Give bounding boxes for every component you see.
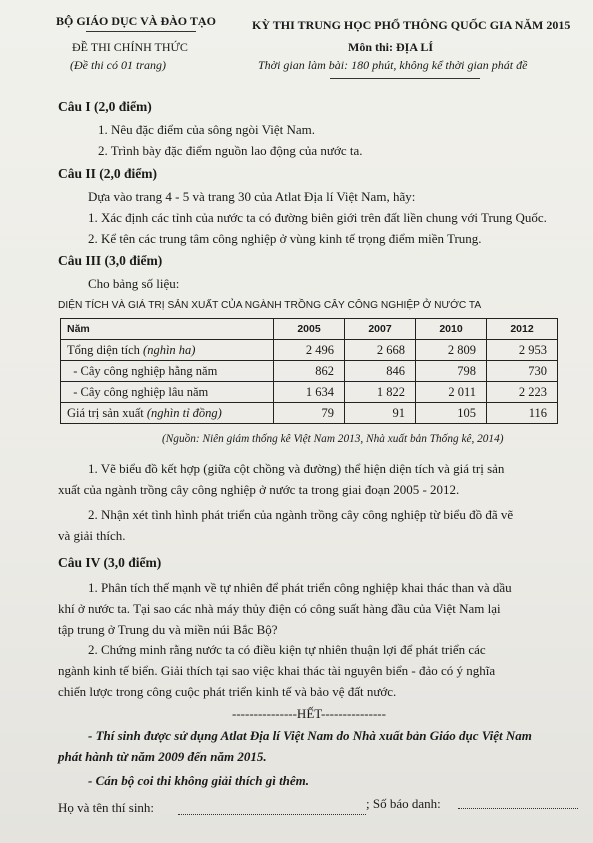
table-title: DIỆN TÍCH VÀ GIÁ TRỊ SẢN XUẤT CỦA NGÀNH TRỒNG CÂY CÔNG NGHIỆP Ở NƯỚC TA bbox=[58, 300, 482, 311]
cell: 2 496 bbox=[274, 340, 345, 361]
candidate-number-field[interactable] bbox=[458, 808, 578, 809]
q4-p2-line2: ngành kinh tế biển. Giải thích tại sao việc khai thác tài nguyên biển - đảo có ý nghĩa bbox=[58, 663, 496, 678]
header-cell-2005: 2005 bbox=[274, 319, 345, 340]
cell: 730 bbox=[487, 361, 558, 382]
q2-intro: Dựa vào trang 4 - 5 và trang 30 của Atlat Địa lí Việt Nam, hãy: bbox=[88, 189, 416, 204]
cell: 2 011 bbox=[416, 382, 487, 403]
header-cell-2010: 2010 bbox=[416, 319, 487, 340]
q4-p2-line3: chiến lược trong công cuộc phát triển kinh tế và bảo vệ đất nước. bbox=[58, 684, 397, 699]
cell: 1 822 bbox=[345, 382, 416, 403]
cell: 2 953 bbox=[487, 340, 558, 361]
table-source: (Nguồn: Niên giám thống kê Việt Nam 2013, Nhà xuất bản Thống kê, 2014) bbox=[162, 433, 504, 445]
q1-item-2: 2. Trình bày đặc điểm nguồn lao động của nước ta. bbox=[98, 143, 363, 158]
row-label-text: Giá trị sản xuất bbox=[67, 405, 144, 420]
official-label: ĐỀ THI CHÍNH THỨC bbox=[72, 40, 188, 54]
row-unit: (nghìn tỉ đồng) bbox=[146, 405, 222, 420]
end-marker: ---------------HẾT--------------- bbox=[232, 706, 386, 721]
row-label: - Cây công nghiệp lâu năm bbox=[61, 382, 274, 403]
cell: 862 bbox=[274, 361, 345, 382]
cell: 2 809 bbox=[416, 340, 487, 361]
q3-p1-line2: xuất của ngành trồng cây công nghiệp ở nước ta trong giai đoạn 2005 - 2012. bbox=[58, 482, 460, 497]
candidate-name-field[interactable] bbox=[178, 814, 366, 815]
table-row bbox=[61, 382, 558, 403]
cell: 2 223 bbox=[487, 382, 558, 403]
q4-title: Câu IV (3,0 điểm) bbox=[58, 555, 162, 570]
title-underline bbox=[330, 78, 480, 79]
row-label bbox=[61, 340, 274, 361]
row-label-text: Tổng diện tích bbox=[67, 342, 140, 357]
ministry-name: BỘ GIÁO DỤC VÀ ĐÀO TẠO bbox=[56, 14, 216, 28]
table-row bbox=[61, 403, 558, 424]
header-cell-year: Năm bbox=[61, 319, 274, 340]
data-table bbox=[60, 318, 558, 424]
q2-item-2: 2. Kể tên các trung tâm công nghiệp ở vùng kinh tế trọng điểm miền Trung. bbox=[88, 231, 482, 246]
q3-intro: Cho bảng số liệu: bbox=[88, 276, 180, 291]
page-count: (Đề thi có 01 trang) bbox=[70, 58, 166, 72]
candidate-name-label: Họ và tên thí sinh: bbox=[58, 800, 155, 815]
cell: 1 634 bbox=[274, 382, 345, 403]
note-proctor: - Cán bộ coi thi không giải thích gì thêm. bbox=[88, 773, 310, 788]
exam-title: KỲ THI TRUNG HỌC PHỔ THÔNG QUỐC GIA NĂM 2015 bbox=[252, 18, 571, 32]
q3-p1-line1: 1. Vẽ biểu đồ kết hợp (giữa cột chồng và đường) thể hiện diện tích và giá trị sản bbox=[88, 461, 505, 476]
q2-item-1: 1. Xác định các tỉnh của nước ta có đường biên giới trên đất liền chung với Trung Quốc. bbox=[88, 210, 547, 225]
q4-p2-line1: 2. Chứng minh rằng nước ta có điều kiện tự nhiên thuận lợi để phát triển các bbox=[88, 642, 486, 657]
q4-p1-line2: khí ở nước ta. Tại sao các nhà máy thủy điện có công suất hàng đầu của Việt Nam lại bbox=[58, 601, 501, 616]
exam-duration: Thời gian làm bài: 180 phút, không kể thời gian phát đề bbox=[258, 58, 528, 72]
table-row bbox=[61, 340, 558, 361]
q1-item-1: 1. Nêu đặc điểm của sông ngòi Việt Nam. bbox=[98, 122, 316, 137]
q3-p2-line2: và giải thích. bbox=[58, 528, 126, 543]
cell: 79 bbox=[274, 403, 345, 424]
q3-p2-line1: 2. Nhận xét tình hình phát triển của ngành trồng cây công nghiệp từ biểu đồ đã vẽ bbox=[88, 507, 514, 522]
q1-title: Câu I (2,0 điểm) bbox=[58, 99, 152, 114]
q4-p1-line1: 1. Phân tích thế mạnh về tự nhiên để phát triển công nghiệp khai thác than và dầu bbox=[88, 580, 512, 595]
note-atlat-line1: - Thí sinh được sử dụng Atlat Địa lí Việt Nam do Nhà xuất bản Giáo dục Việt Nam bbox=[88, 728, 532, 743]
row-label bbox=[61, 403, 274, 424]
header-cell-2012: 2012 bbox=[487, 319, 558, 340]
subject-label: Môn thi: ĐỊA LÍ bbox=[348, 40, 434, 54]
header-cell-2007: 2007 bbox=[345, 319, 416, 340]
q4-p1-line3: tập trung ở Trung du và miền núi Bắc Bộ? bbox=[58, 622, 278, 637]
cell: 116 bbox=[487, 403, 558, 424]
note-atlat-line2: phát hành từ năm 2009 đến năm 2015. bbox=[58, 749, 267, 764]
q3-title: Câu III (3,0 điểm) bbox=[58, 253, 163, 268]
row-label: - Cây công nghiệp hằng năm bbox=[61, 361, 274, 382]
cell: 798 bbox=[416, 361, 487, 382]
candidate-number-label: ; Số báo danh: bbox=[366, 796, 441, 811]
cell: 2 668 bbox=[345, 340, 416, 361]
cell: 91 bbox=[345, 403, 416, 424]
cell: 846 bbox=[345, 361, 416, 382]
table-header-row bbox=[61, 319, 558, 340]
row-unit: (nghìn ha) bbox=[143, 342, 196, 357]
q2-title: Câu II (2,0 điểm) bbox=[58, 166, 158, 181]
ministry-underline bbox=[86, 31, 196, 32]
table-row bbox=[61, 361, 558, 382]
cell: 105 bbox=[416, 403, 487, 424]
